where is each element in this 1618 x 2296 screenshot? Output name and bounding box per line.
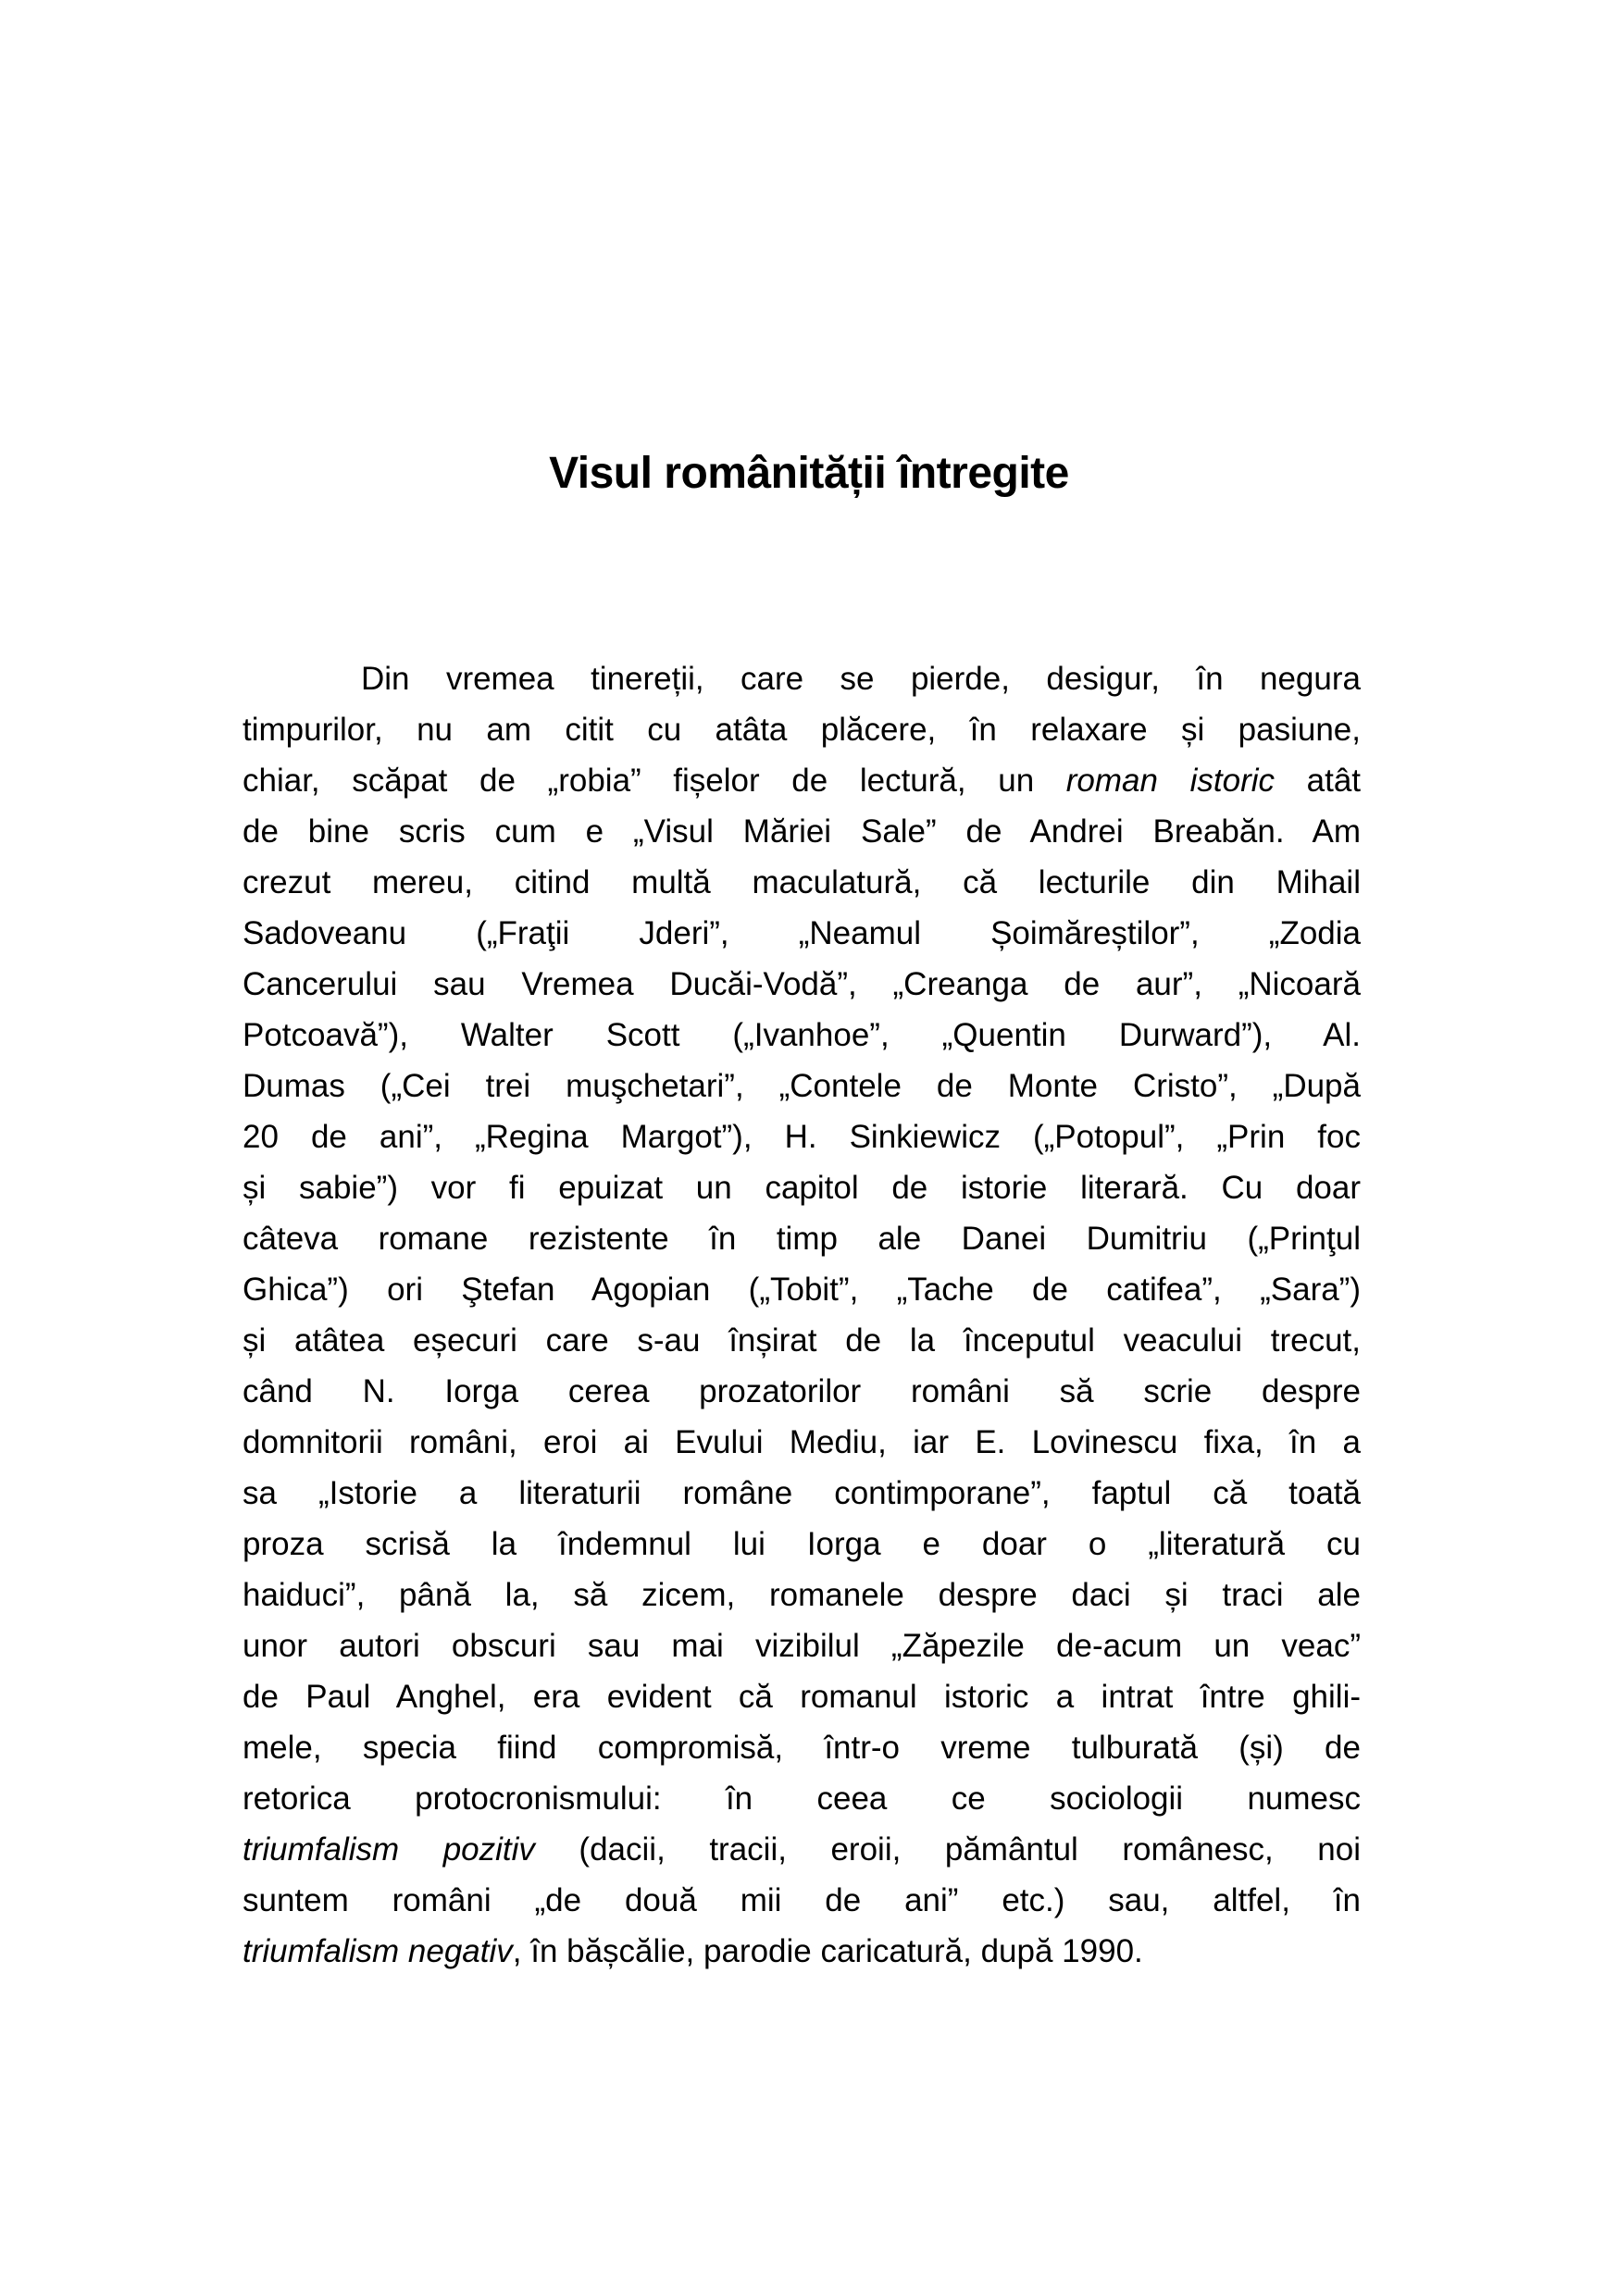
text-segment: chiar, scăpat de „robia” fișelor de lectură, un	[243, 763, 1066, 799]
text-segment: , în bășcălie, parodie caricatură, după 1990.	[512, 1933, 1143, 1969]
text-line	[243, 1519, 1361, 1570]
body-paragraph	[243, 653, 1361, 1977]
text-line	[243, 959, 1361, 1010]
text-segment: unor autori obscuri sau mai vizibilul „Zăpezile de-acum un veac”	[243, 1628, 1361, 1664]
text-line	[243, 1366, 1361, 1417]
text-segment: retorica protocronismului: în ceea ce sociologii numesc	[243, 1781, 1361, 1817]
text-segment: și sabie”) vor fi epuizat un capitol de istorie literară. Cu doar	[243, 1170, 1361, 1206]
text-line	[243, 1010, 1361, 1061]
text-line	[243, 1111, 1361, 1162]
text-segment: domnitorii români, eroi ai Evului Mediu, iar E. Lovinescu fixa, în a	[243, 1424, 1361, 1460]
text-line	[243, 1824, 1361, 1875]
text-line	[243, 653, 1361, 704]
italic-text: triumfalism negativ	[243, 1933, 513, 1969]
text-segment: crezut mereu, citind multă maculatură, că lecturile din Mihail	[243, 864, 1361, 900]
text-line	[243, 1926, 1361, 1977]
text-line	[243, 857, 1361, 908]
text-line	[243, 908, 1361, 959]
text-line	[243, 1620, 1361, 1671]
italic-text: triumfalism pozitiv	[243, 1831, 535, 1868]
text-line	[243, 1162, 1361, 1213]
text-segment: când N. Iorga cerea prozatorilor români să scrie despre	[243, 1373, 1361, 1409]
text-segment: timpurilor, nu am citit cu atâta plăcere, în relaxare și pasiune,	[243, 712, 1361, 748]
text-line	[243, 1570, 1361, 1620]
text-line	[243, 806, 1361, 857]
text-line	[243, 1468, 1361, 1519]
text-line	[243, 704, 1361, 755]
text-segment: Ghica”) ori Ştefan Agopian („Tobit”, „Tache de catifea”, „Sara”)	[243, 1272, 1361, 1308]
text-line	[243, 1264, 1361, 1315]
text-segment: proza scrisă la îndemnul lui Iorga e doar o „literatură cu	[243, 1526, 1361, 1562]
text-segment: 20 de ani”, „Regina Margot”), H. Sinkiewicz („Potopul”, „Prin foc	[243, 1119, 1361, 1155]
text-segment: Sadoveanu („Fraţii Jderi”, „Neamul Șoimăreștilor”, „Zodia	[243, 915, 1361, 951]
text-line	[243, 1722, 1361, 1773]
text-segment: atât	[1275, 763, 1362, 799]
text-segment: suntem români „de două mii de ani” etc.) sau, altfel, în	[243, 1882, 1361, 1918]
text-segment: câteva romane rezistente în timp ale Danei Dumitriu („Prinţul	[243, 1221, 1361, 1257]
text-segment: Cancerului sau Vremea Ducăi-Vodă”, „Creanga de aur”, „Nicoară	[243, 966, 1361, 1002]
text-segment: și atâtea eșecuri care s-au înșirat de la începutul veacului trecut,	[243, 1322, 1361, 1359]
page-title: Visul românității întregite	[549, 449, 1069, 498]
text-line	[243, 1061, 1361, 1111]
text-segment: (dacii, tracii, eroii, pământul românesc, noi	[534, 1831, 1361, 1868]
text-segment: mele, specia fiind compromisă, într-o vreme tulburată (și) de	[243, 1730, 1361, 1766]
text-segment: haiduci”, până la, să zicem, romanele despre daci și traci ale	[243, 1577, 1361, 1613]
text-line	[243, 1417, 1361, 1468]
text-segment: Din vremea tinereții, care se pierde, desigur, în negura	[361, 661, 1361, 697]
italic-text: roman istoric	[1065, 763, 1276, 799]
text-line	[243, 1875, 1361, 1926]
text-segment: de bine scris cum e „Visul Măriei Sale” de Andrei Breabăn. Am	[243, 813, 1361, 850]
text-segment: Potcoavă”), Walter Scott („Ivanhoe”, „Quentin Durward”), Al.	[243, 1017, 1361, 1053]
text-line	[243, 1671, 1361, 1722]
text-segment: de Paul Anghel, era evident că romanul istoric a intrat între ghili-	[243, 1679, 1361, 1715]
text-line	[243, 1213, 1361, 1264]
text-line	[243, 1773, 1361, 1824]
text-segment: sa „Istorie a literaturii române contimporane”, faptul că toată	[243, 1475, 1361, 1511]
text-segment: Dumas („Cei trei muşchetari”, „Contele de Monte Cristo”, „După	[243, 1068, 1361, 1104]
text-line	[243, 1315, 1361, 1366]
text-line	[243, 755, 1361, 806]
